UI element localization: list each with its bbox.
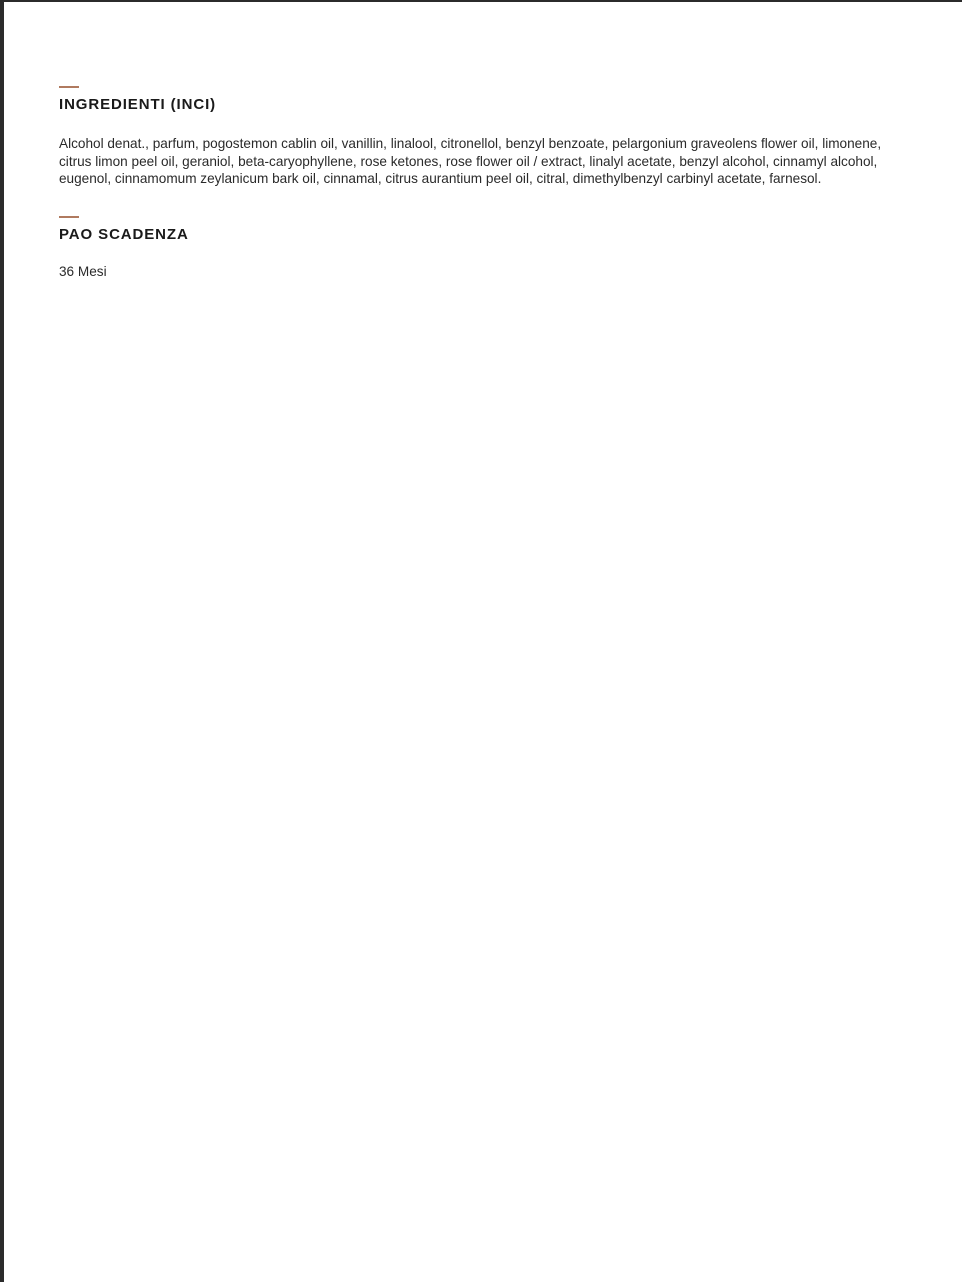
ingredients-section xyxy=(59,86,896,188)
ingredients-list: Alcohol denat., parfum, pogostemon cablin oil, vanillin, linalool, citronellol, benzyl benzoate, pelargonium graveolens flower oil, limonene, citrus limon peel oil, geraniol, beta-caryophyllene, rose ketones, rose flower oil / extract, linalyl acetate, benzyl alcohol, cinnamyl alcohol, eugenol, cinnamomum zeylanicum bark oil, cinnamal, citrus aurantium peel oil, citral, dimethylbenzyl carbinyl acetate, farnesol. xyxy=(59,136,882,186)
pao-accent-line xyxy=(59,216,79,218)
ingredients-title: INGREDIENTI (INCI) xyxy=(59,96,217,113)
pao-title: PAO SCADENZA xyxy=(59,225,189,243)
pao-value: 36 Mesi xyxy=(59,263,107,279)
pao-section xyxy=(59,216,896,281)
ingredients-accent-line xyxy=(59,86,79,88)
document-page xyxy=(4,2,962,1282)
